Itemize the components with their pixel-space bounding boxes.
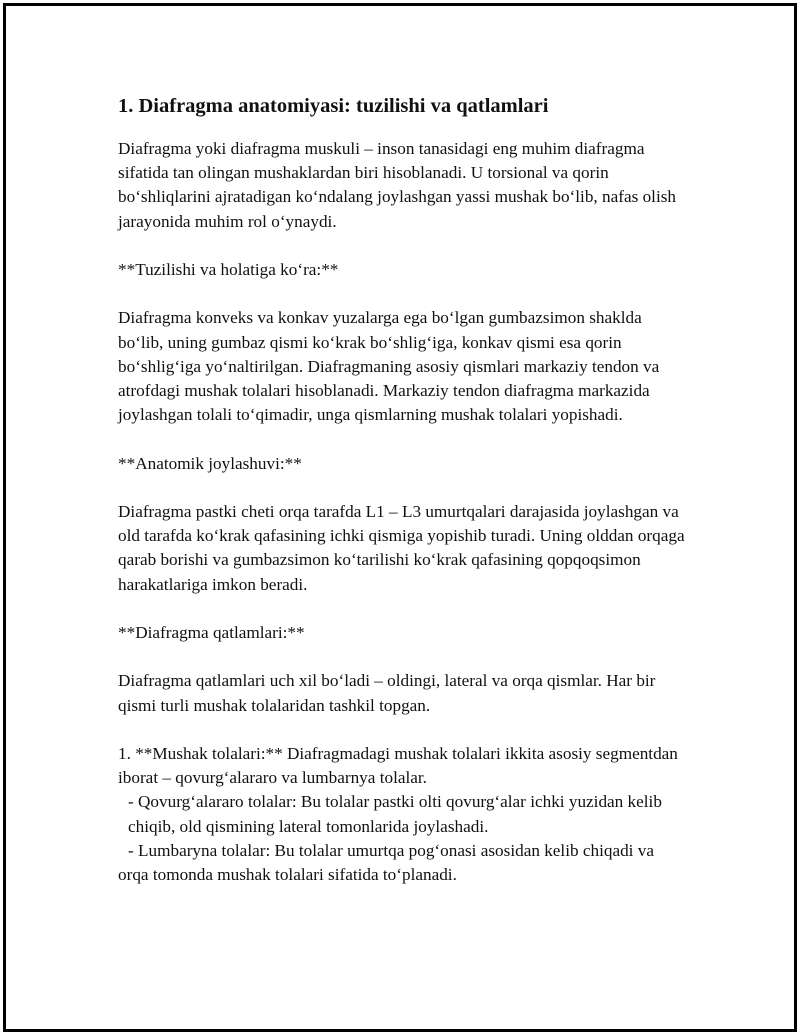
muscle-fibers-list [118, 742, 688, 887]
layers-heading: **Diafragma qatlamlari:** [118, 622, 305, 642]
location-paragraph: Diafragma pastki cheti orqa tarafda L1 – L3 umurtqalari darajasida joylashgan va old tarafda ko‘krak qafasining ichki qismiga yopishib turadi. Uning olddan orqaga qarab borishi va gumbazsimon ko‘tarilishi ko‘krak qafasining qopqoqsimon harakatlariga imkon beradi. [118, 501, 685, 594]
location-heading: **Anatomik joylashuvi:** [118, 453, 302, 473]
sub-list-item [118, 839, 688, 887]
structure-heading: **Tuzilishi va holatiga ko‘ra:** [118, 260, 339, 279]
list-item: 1. **Mushak tolalari:** Diafragmadagi mushak tolalari ikkita asosiy segmentdan iborat – qovurg‘alararo va lumbarnya tolalar. [118, 743, 678, 788]
intro-paragraph: Diafragma yoki diafragma muskuli – inson tanasidagi eng muhim diafragma sifatida tan olingan mushaklardan biri hisoblanadi. U torsional va qorin bo‘shliqlarini ajratadigan ko‘ndalang joylashgan yassi mushak bo‘lib, nafas olish jarayonida muhim rol o‘ynaydi. [118, 139, 676, 231]
document-title: 1. Diafragma anatomiyasi: tuzilishi va qatlamlari [118, 95, 549, 117]
structure-paragraph: Diafragma konveks va konkav yuzalarga ega bo‘lgan gumbazsimon shaklda bo‘lib, uning gumbaz qismi ko‘krak bo‘shlig‘iga, konkav qismi esa qorin bo‘shlig‘iga yo‘naltirilgan. Diafragmaning asosiy qismlari markaziy tendon va atrofdagi mushak tolalari hisoblanadi. Markaziy tendon diafragma markazida joylashgan tolali to‘qimadir, unga qismlarning mushak tolalari yopishadi. [118, 308, 660, 425]
sub-list-item: - Qovurg‘alararo tolalar: Bu tolalar pastki olti qovurg‘alar ichki yuzidan kelib chiqib, old qismining lateral tomonlarida joylashadi. [128, 792, 662, 836]
sub-list-item-text: - Lumbaryna tolalar: Bu tolalar umurtqa pog‘onasi asosidan kelib chiqadi va orqa tomonda mushak tolalari sifatida to‘planadi. [118, 840, 654, 884]
layers-paragraph: Diafragma qatlamlari uch xil bo‘ladi – oldingi, lateral va orqa qismlar. Har bir qismi turli mushak tolalaridan tashkil topgan. [118, 671, 656, 715]
document-body [118, 93, 688, 887]
